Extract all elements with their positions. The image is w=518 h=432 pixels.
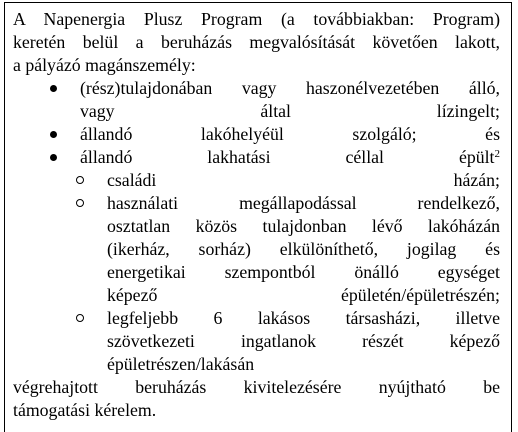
sub-item-2-line-1: használati megállapodással rendelkező,	[107, 193, 500, 213]
intro-line-1: A Napenergia Plusz Program (a továbbiakban: Program)	[13, 9, 500, 29]
outro-line-2: támogatási kérelem.	[13, 400, 157, 420]
sub-item-2-line-2: osztatlan közös tulajdonban lévő lakóházán	[107, 216, 500, 236]
bullet-1-line-2: vagy által lízingelt;	[80, 101, 500, 121]
bullet-1-line-1: (rész)tulajdonában vagy haszonélvezetében álló,	[80, 78, 500, 98]
sub-item-2-line-4: energetikai szempontból önálló egységet	[107, 262, 500, 282]
intro-line-3: a pályázó magánszemély:	[13, 55, 196, 75]
bullet-marker	[50, 85, 57, 92]
intro-line-2: keretén belül a beruházás megvalósítását követően lakott,	[13, 32, 500, 52]
sub-item-3-line-3: épületrészen/lakásán	[107, 354, 255, 374]
footnote-marker: 2	[494, 148, 500, 160]
sub-item-3-line-1: legfeljebb 6 lakásos társasházi, illetve	[107, 308, 500, 328]
sub-item-3-line-2: szövetkezeti ingatlanok részét képező	[107, 331, 500, 351]
sub-bullet-marker	[76, 176, 84, 184]
sub-bullet-marker	[76, 199, 84, 207]
bullet-3-text: állandó lakhatási céllal épült	[80, 147, 495, 167]
sub-item-1-line-1: családi házán;	[107, 170, 500, 190]
bullet-3-line-1	[80, 146, 500, 168]
sub-item-2-line-5: képező épületén/épületrészén;	[107, 285, 500, 305]
bullet-marker	[50, 154, 57, 161]
sub-bullet-marker	[76, 314, 84, 322]
outro-line-1: végrehajtott beruházás kivitelezésére nyújtható be	[13, 377, 500, 397]
sub-item-2-line-3: (ikerház, sorház) elkülöníthető, jogilag és	[107, 239, 500, 259]
bullet-2-line-1: állandó lakóhelyéül szolgáló; és	[80, 124, 500, 144]
bullet-marker	[50, 131, 57, 138]
